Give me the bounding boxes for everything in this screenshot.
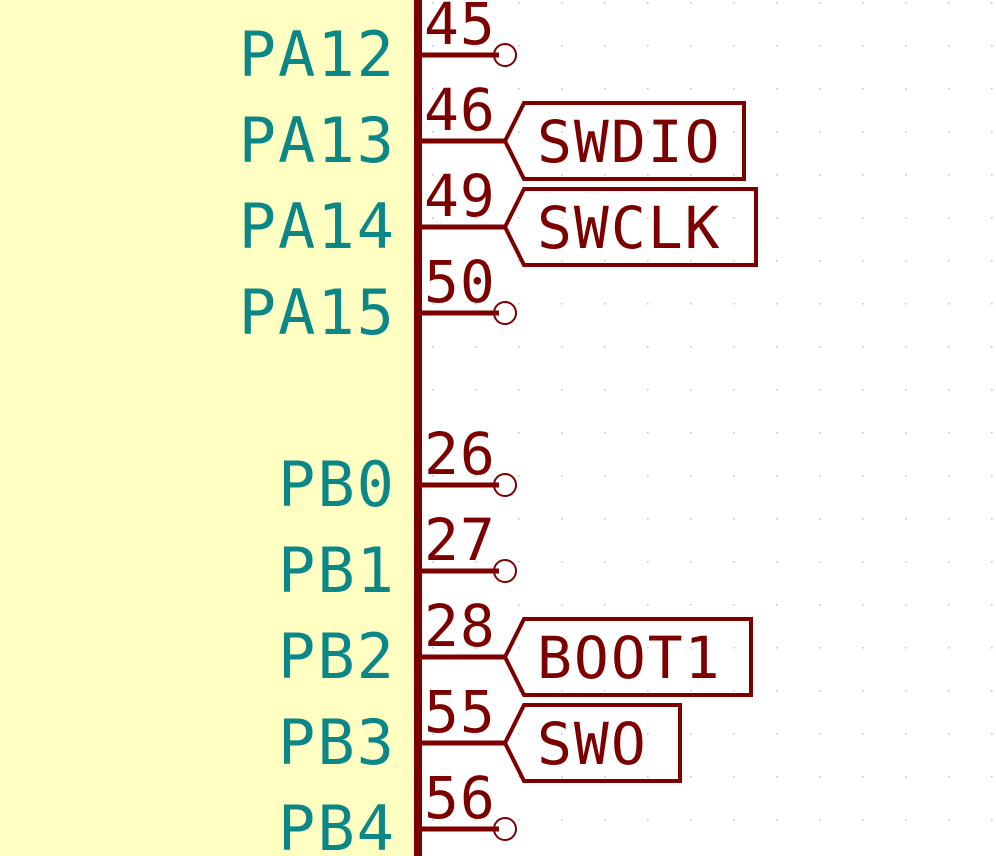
pin-name: PB2 <box>278 620 396 693</box>
net-label-swclk[interactable] <box>505 189 756 265</box>
net-label-text: SWCLK <box>537 194 722 262</box>
pin-number: 28 <box>424 592 496 660</box>
pin-number: 56 <box>424 764 496 832</box>
pin-name: PA12 <box>238 18 396 91</box>
pin-name: PA14 <box>238 190 396 263</box>
net-label-text: SWO <box>537 710 648 778</box>
pin-number: 49 <box>424 162 496 230</box>
net-label-boot1[interactable] <box>505 619 751 695</box>
pin-number: 27 <box>424 506 496 574</box>
pin-name: PA15 <box>238 276 396 349</box>
pin-name: PB1 <box>278 534 396 607</box>
net-label-text: SWDIO <box>537 108 722 176</box>
pin-name: PB0 <box>278 448 396 521</box>
pin-number: 45 <box>424 0 496 58</box>
net-label-text: BOOT1 <box>537 624 722 692</box>
net-label-swdio[interactable] <box>505 103 744 179</box>
pin-name: PB4 <box>278 792 396 856</box>
pin-number: 55 <box>424 678 496 746</box>
pin-number: 46 <box>424 76 496 144</box>
pin-number: 50 <box>424 248 496 316</box>
pin-name: PA13 <box>238 104 396 177</box>
pin-name: PB3 <box>278 706 396 779</box>
pin-number: 26 <box>424 420 496 488</box>
